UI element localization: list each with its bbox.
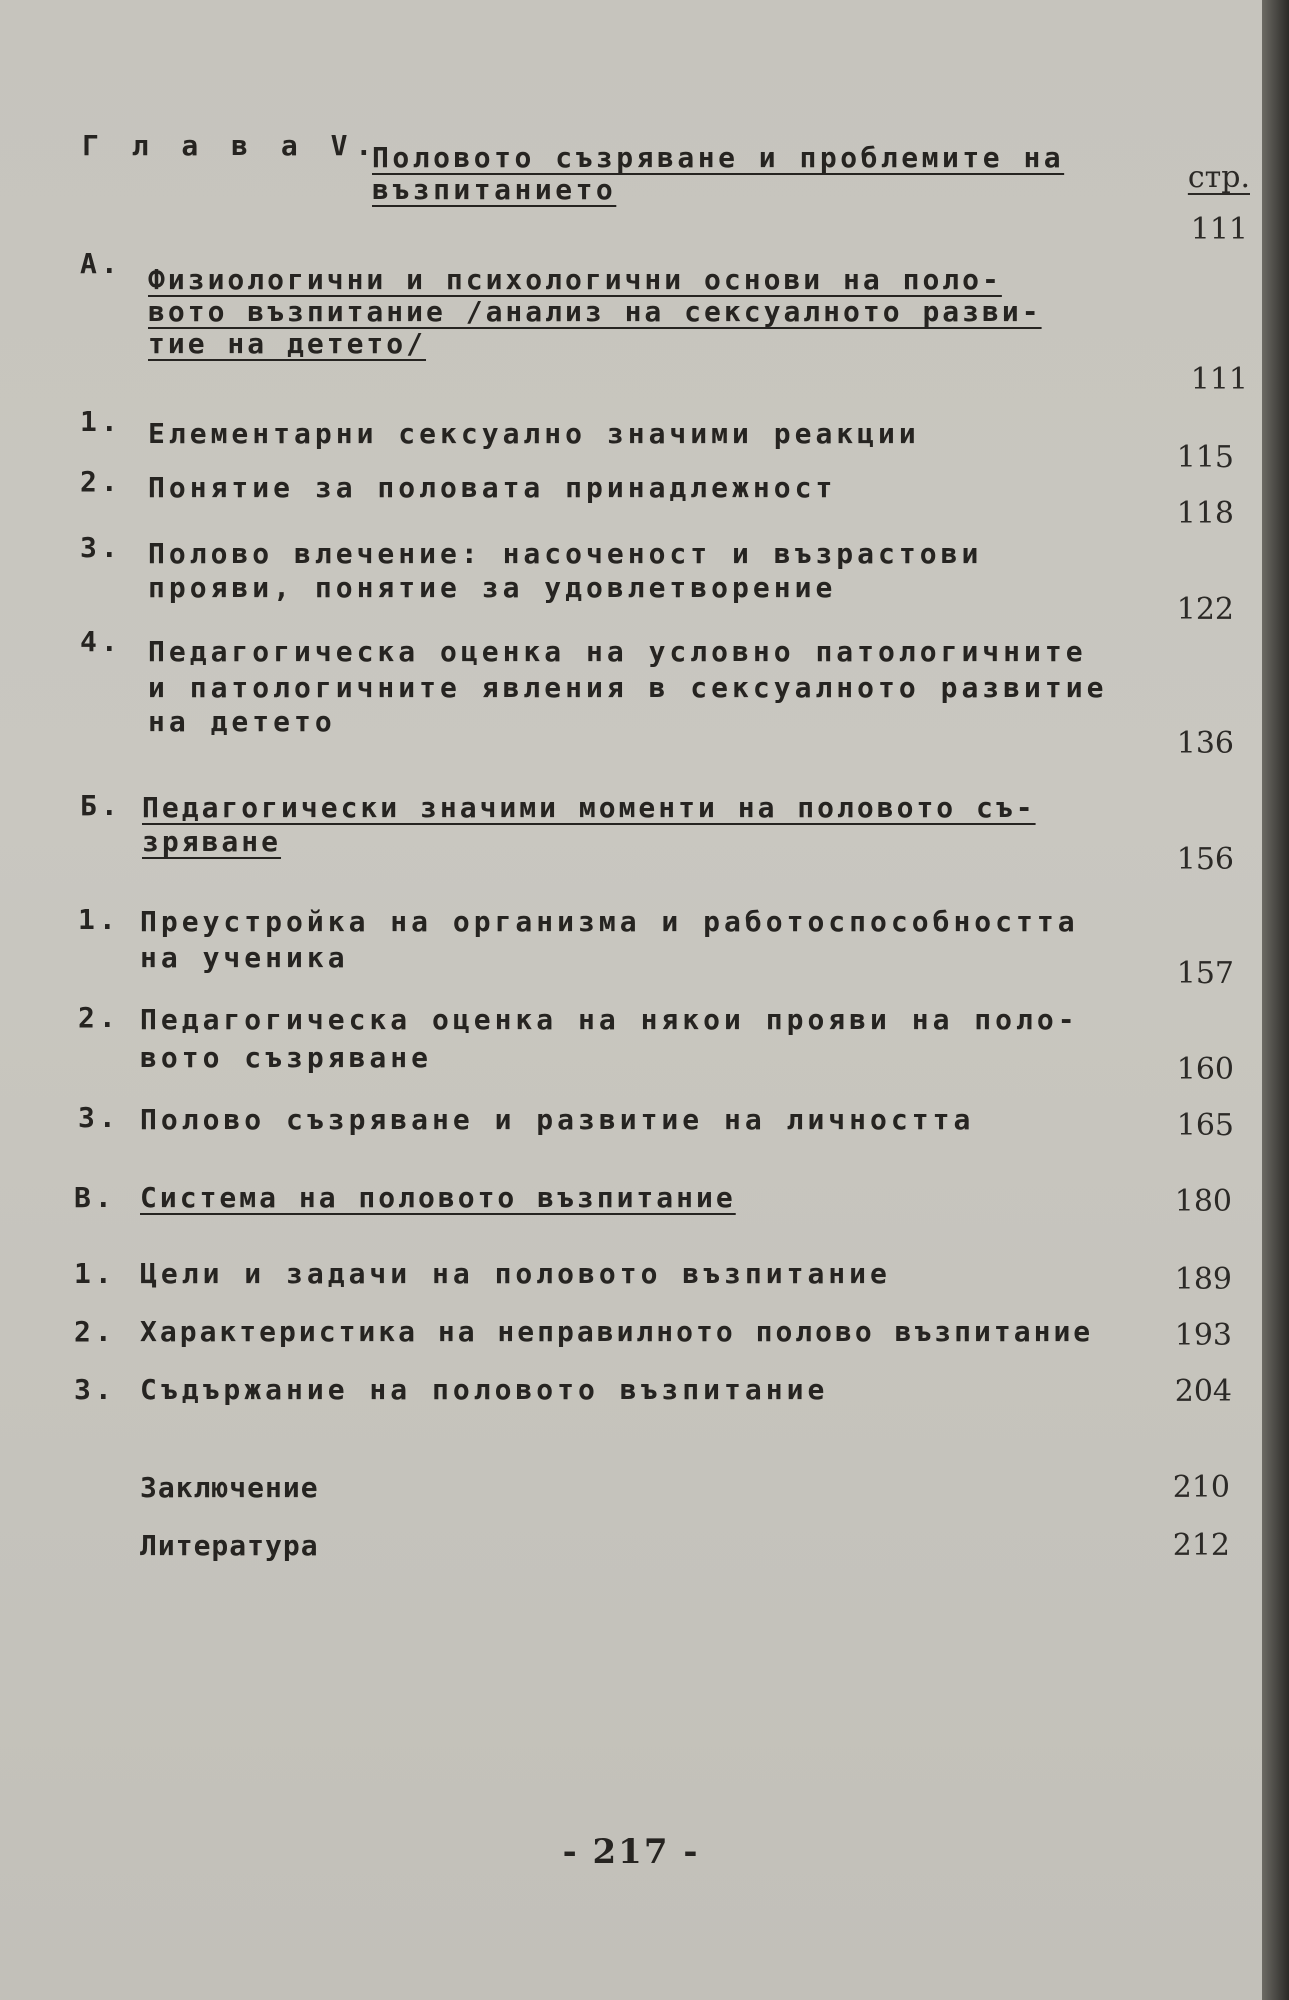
toc-item-number: 4. bbox=[80, 625, 122, 658]
toc-item-page: 118 bbox=[1176, 496, 1234, 531]
toc-item-number: 1. bbox=[78, 903, 120, 936]
section-b-title-line2: зряване bbox=[142, 825, 282, 858]
toc-item-title-cont: прояви, понятие за удовлетворение bbox=[148, 571, 837, 604]
section-a-title-line3: тие на детето/ bbox=[148, 327, 427, 360]
toc-item-number: 1. bbox=[74, 1257, 116, 1290]
toc-item-title: Понятие за половата принадлежност bbox=[148, 471, 837, 504]
toc-item-title: Педагогическа оценка на някои прояви на поло- bbox=[140, 1003, 1079, 1036]
toc-item-title-cont: и патологичните явления в сексуалното развитие bbox=[148, 671, 1108, 704]
section-c-letter: В. bbox=[74, 1181, 116, 1214]
toc-item-page: 157 bbox=[1176, 956, 1234, 991]
section-a-title-line2: вото възпитание /анализ на сексуалното разви- bbox=[148, 295, 1042, 328]
toc-item-number: 3. bbox=[80, 531, 122, 564]
toc-item-page: 193 bbox=[1174, 1318, 1232, 1353]
toc-item-title: Полово влечение: насоченост и възрастови bbox=[148, 537, 983, 570]
toc-item-title: Преустройка на организма и работоспособността bbox=[140, 905, 1079, 938]
section-a-letter: А. bbox=[80, 247, 122, 280]
toc-item-page: 165 bbox=[1176, 1108, 1234, 1143]
toc-item-page: 160 bbox=[1176, 1052, 1234, 1087]
toc-item-number: 2. bbox=[80, 465, 122, 498]
conclusion-page: 210 bbox=[1172, 1470, 1230, 1505]
section-b-title-line1: Педагогически значими моменти на половото съ- bbox=[142, 791, 1036, 824]
toc-item-page: 189 bbox=[1174, 1262, 1232, 1297]
section-b-page: 156 bbox=[1176, 842, 1234, 877]
section-a-title-line1: Физиологични и психологични основи на поло- bbox=[148, 263, 1002, 296]
section-b-letter: Б. bbox=[80, 789, 122, 822]
conclusion-label: Заключение bbox=[140, 1471, 319, 1504]
toc-item-title-cont: на детето bbox=[148, 705, 336, 738]
toc-item-title: Цели и задачи на половото възпитание bbox=[140, 1257, 891, 1290]
chapter-title-line2: възпитанието bbox=[372, 173, 617, 206]
toc-item-title: Полово съзряване и развитие на личността bbox=[140, 1103, 975, 1136]
chapter-prefix: Г л а в а V. bbox=[82, 129, 381, 162]
toc-item-number: 2. bbox=[74, 1315, 116, 1348]
toc-item-title: Характеристика на неправилното полово възпитание bbox=[140, 1315, 1094, 1348]
bibliography-page: 212 bbox=[1172, 1528, 1230, 1563]
pages-column-label: стр. bbox=[1187, 160, 1250, 195]
toc-item-page: 136 bbox=[1176, 726, 1234, 761]
toc-item-number: 1. bbox=[80, 405, 122, 438]
toc-item-page: 204 bbox=[1174, 1374, 1232, 1409]
toc-item-title-cont: вото съзряване bbox=[140, 1041, 433, 1074]
toc-item-title: Съдържание на половото възпитание bbox=[140, 1373, 829, 1406]
toc-item-title-cont: на ученика bbox=[140, 941, 349, 974]
toc-item-number: 3. bbox=[78, 1101, 120, 1134]
toc-item-title: Педагогическа оценка на условно патологичните bbox=[148, 635, 1087, 668]
chapter-page: 111 bbox=[1190, 212, 1248, 247]
toc-item-title: Елементарни сексуално значими реакции bbox=[148, 417, 920, 450]
chapter-title-line1: Половото съзряване и проблемите на bbox=[372, 141, 1065, 174]
section-c-title-line1: Система на половото възпитание bbox=[140, 1181, 736, 1214]
section-c-page: 180 bbox=[1174, 1184, 1232, 1219]
toc-item-page: 115 bbox=[1176, 440, 1234, 475]
book-spine-shadow bbox=[1262, 0, 1289, 2000]
bibliography-label: Литература bbox=[140, 1529, 319, 1562]
toc-item-number: 2. bbox=[78, 1001, 120, 1034]
page-number: - 217 - bbox=[562, 1832, 700, 1872]
section-a-page: 111 bbox=[1190, 362, 1248, 397]
toc-item-page: 122 bbox=[1176, 592, 1234, 627]
toc-item-number: 3. bbox=[74, 1373, 116, 1406]
